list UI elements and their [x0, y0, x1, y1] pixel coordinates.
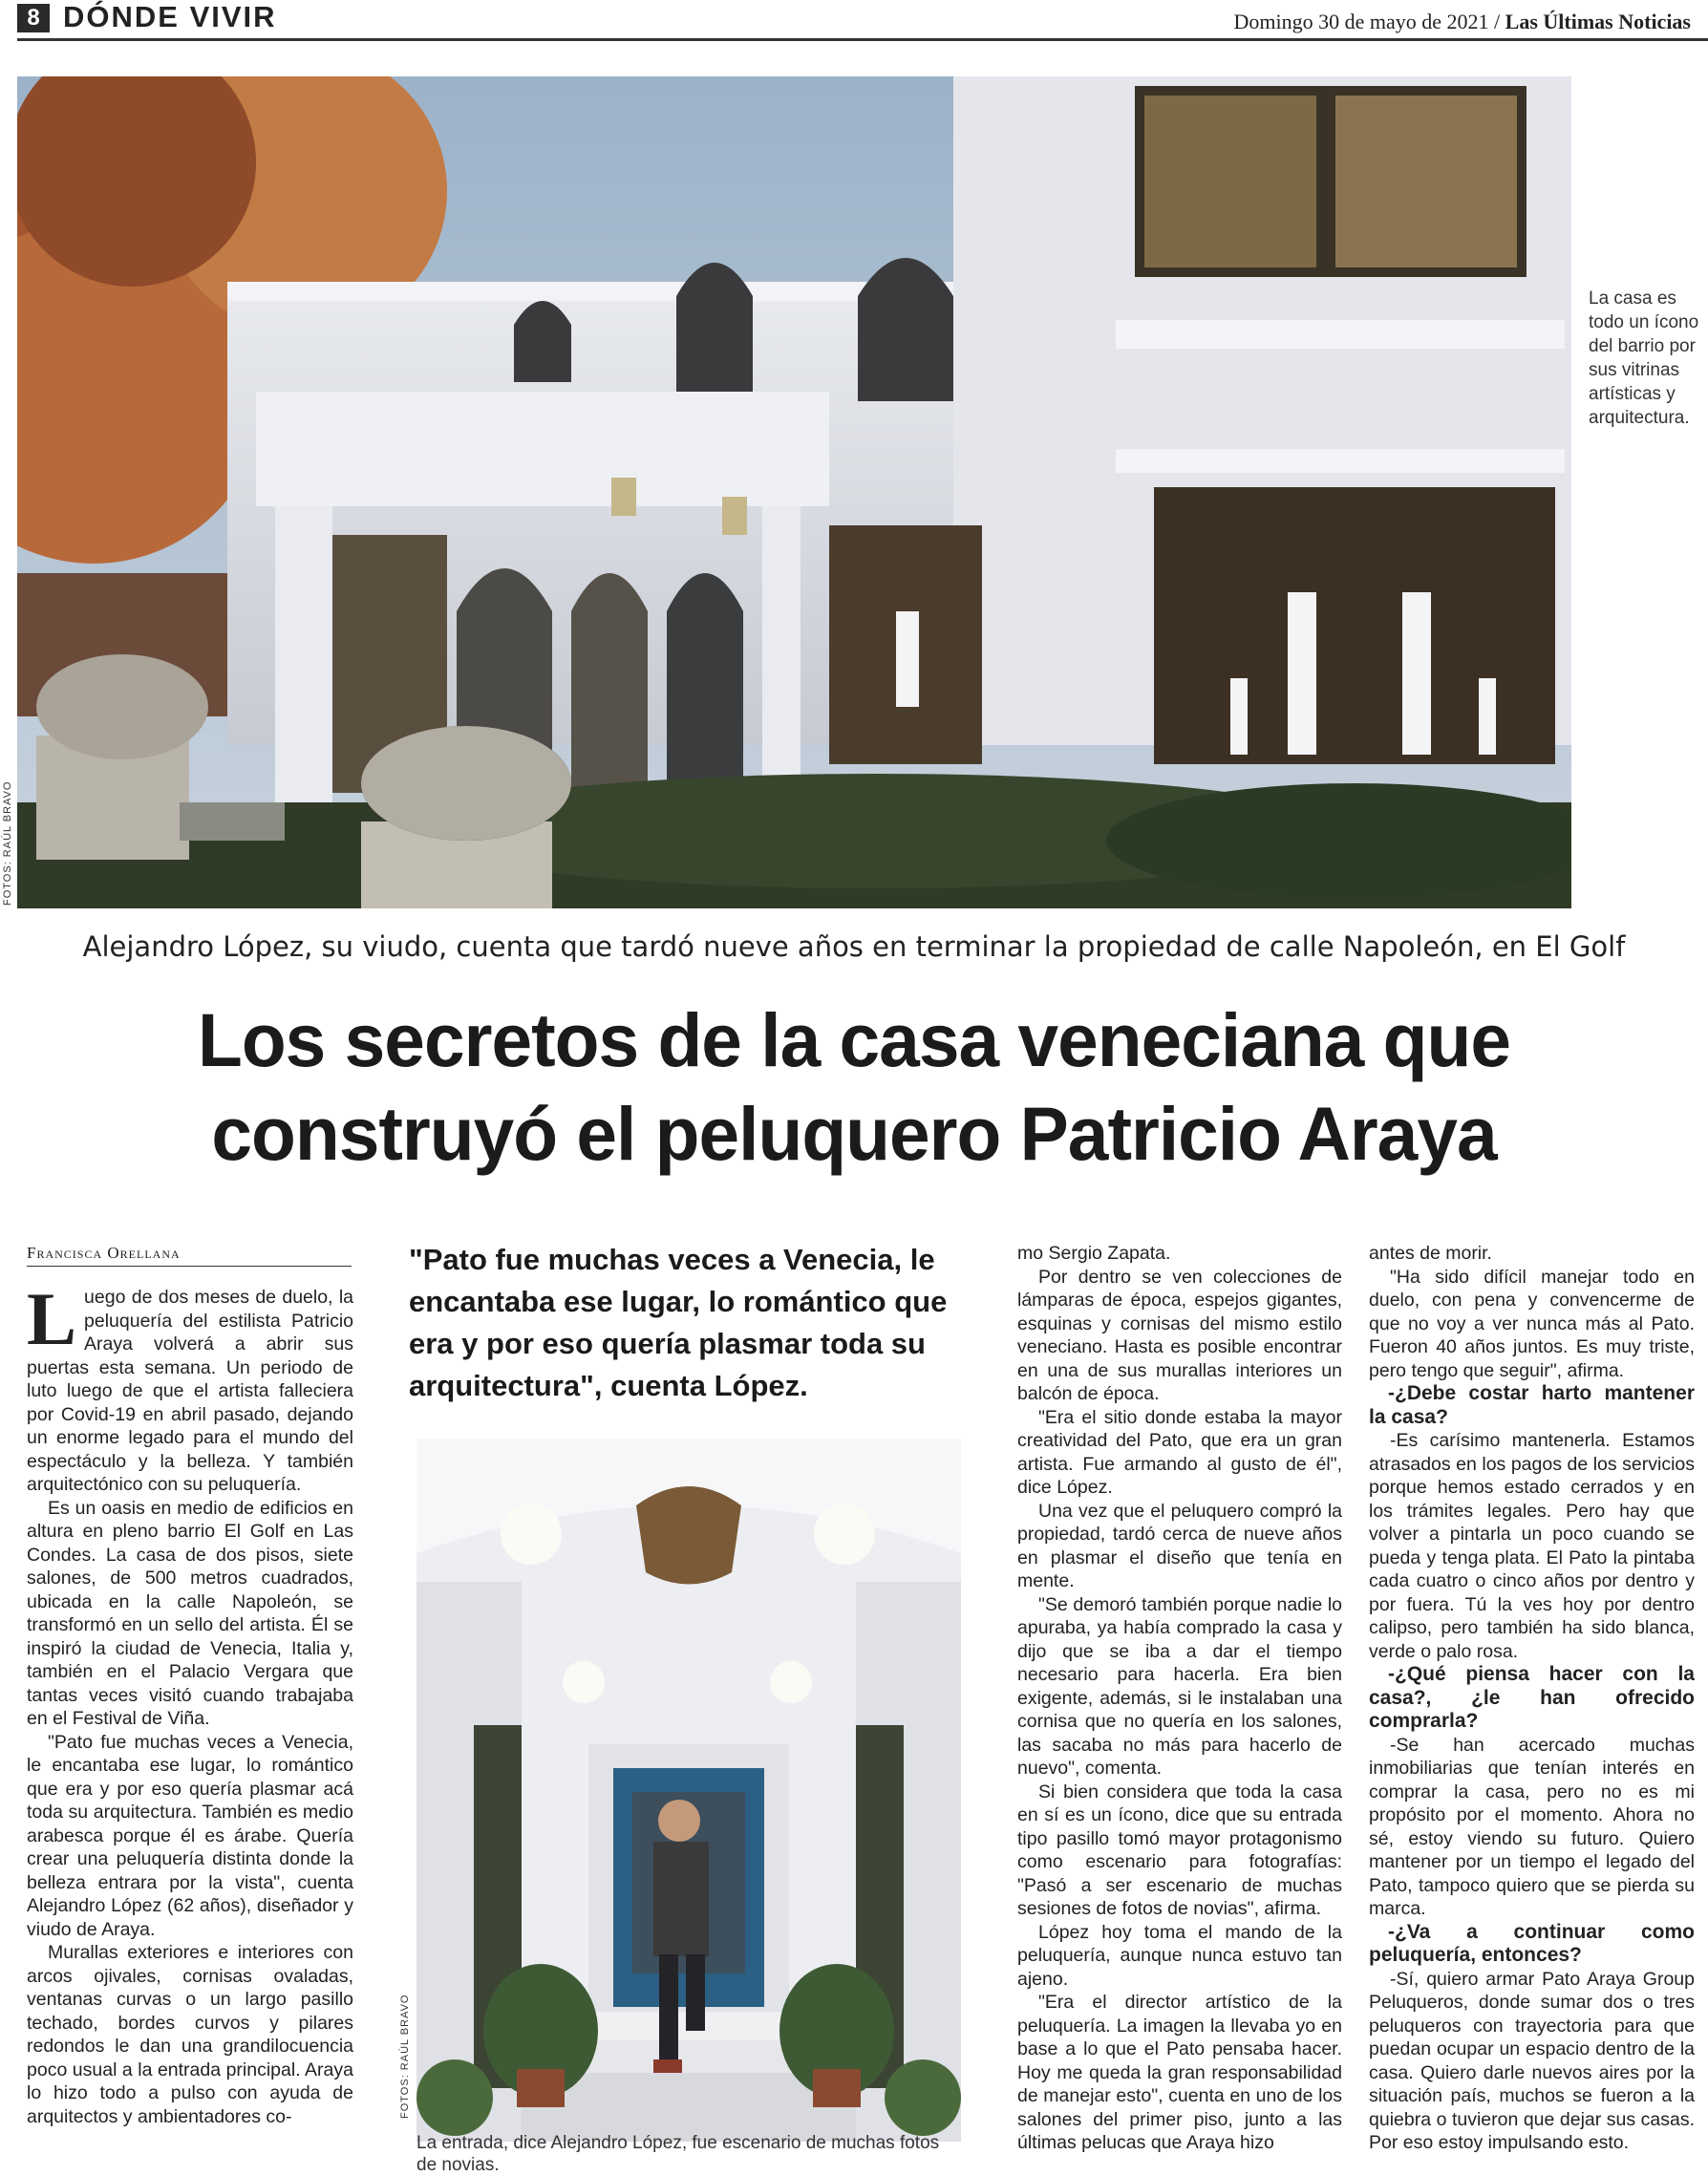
dateline-separator: /	[1488, 10, 1505, 33]
article-column-4	[1369, 1242, 1695, 2155]
kicker: Alejandro López, su viudo, cuenta que tardó nueve años en terminar la propiedad de calle Napoleón, en El Golf	[82, 930, 1626, 963]
dateline	[1234, 10, 1691, 34]
entrance-photo-credit: FOTOS: RAÚL BRAVO	[399, 1994, 411, 2119]
byline: Francisca Orellana	[27, 1244, 352, 1267]
paragraph: Por dentro se ven colecciones de lámparas de época, espejos gigantes, esquinas y cornisas del mismo estilo veneciano. Hasta es posible encontrar en una de sus murallas interiores un balcón de época.	[1017, 1266, 1342, 1404]
newspaper-name: Las Últimas Noticias	[1505, 10, 1691, 33]
interview-answer: -Se han acercado muchas inmobiliarias que tenían interés en comprar la casa, pero no es mi propósito por el momento. Ahora no sé, estoy viendo su futuro. Quiero mantener por un tiempo el legado del Pato, tampoco quiero que se pierda su marca.	[1369, 1734, 1695, 1919]
headline-line-1: Los secretos de la casa veneciana que	[197, 997, 1510, 1082]
page-number: 8	[17, 4, 50, 32]
date: Domingo 30 de mayo de 2021	[1233, 10, 1489, 33]
paragraph: mo Sergio Zapata.	[1017, 1243, 1171, 1264]
paragraph: "Era el sitio donde estaba la mayor creatividad del Pato, que era un gran artista. Fue armando al gusto de él", dice López.	[1017, 1406, 1342, 1498]
entrance-hall-photo	[416, 1439, 961, 2142]
paragraph: "Pato fue muchas veces a Venecia, le encantaba ese lugar, lo romántico que era y por eso quería plasmar acá toda su arquitectura. También es medio arabesca porque él es árabe. Quería crear una peluquería distinta donde la belleza entrara por la vista", cuenta Alejandro López (62 años), diseñador y viudo de Araya.	[27, 1731, 353, 1940]
interview-question: -¿Va a continuar como peluquería, entonces?	[1369, 1920, 1695, 1966]
paragraph: Murallas exteriores e interiores con arcos ojivales, cornisas ovaladas, ventanas curvas o un largo pasillo techado, bordes curvos y pilares redondos le dan una grandilocuencia poco usual a la entrada principal. Araya lo hizo todo a pulso con ayuda de arquitectos y ambientadores co-	[27, 1942, 353, 2127]
paragraph: López hoy toma el mando de la peluquería, aunque nunca estuvo tan ajeno.	[1017, 1921, 1342, 1990]
main-photo	[17, 76, 1571, 908]
drop-cap: L	[27, 1277, 77, 1360]
interview-answer: -Sí, quiero armar Pato Araya Group Peluqueros, donde sumar dos o tres peluqueros con trayectoria para que puedan ocupar un espacio dentro de la casa. Quiero darle nuevos aires por la situación país, muchos se fueron a la quiebra o tuvieron que dejar sus casas. Por eso estoy impulsando esto.	[1369, 1968, 1695, 2153]
paragraph: "Ha sido difícil manejar todo en duelo, con pena y convencerme de que no voy a ver nunca más al Pato. Fueron 40 años juntos. Es muy triste, pero tengo que seguir", afirma.	[1369, 1266, 1695, 1381]
interview-question: -¿Debe costar harto mantener la casa?	[1369, 1382, 1695, 1428]
interview-question: -¿Qué piensa hacer con la casa?, ¿le han ofrecido comprarla?	[1369, 1663, 1695, 1732]
paragraph: antes de morir.	[1369, 1243, 1492, 1264]
venetian-house-photo	[17, 76, 1571, 908]
main-photo-credit: FOTOS: RAÚL BRAVO	[2, 780, 13, 906]
article-column-1	[27, 1277, 353, 2128]
entrance-photo-caption: La entrada, dice Alejandro López, fue escenario de muchas fotos de novias.	[416, 2133, 940, 2175]
paragraph: "Se demoró también porque nadie lo apuraba, ya había comprado la casa y dijo que se iba a dar el tiempo necesario para hacerla. Era bien exigente, además, si le instalaban una cornisa que no quería en los salones, las sacaba no más para hacerlo de nuevo", comenta.	[1017, 1593, 1342, 1779]
article-column-3	[1017, 1242, 1342, 2155]
paragraph: Una vez que el peluquero compró la propiedad, tardó cerca de nueve años en plasmar el diseño que tenía en mente.	[1017, 1500, 1342, 1591]
interview-answer: -Es carísimo mantenerla. Estamos atrasados en los pagos de los servicios porque hemos estado cerrados y en los trámites legales. Pero hay que volver a pintarla un poco cuando se pueda y tenga plata. El Pato la pintaba cada cuatro o cinco años por dentro y por fuera. Tú la ves hoy por dentro calipso, pero también ha sido blanca, verde o palo rosa.	[1369, 1430, 1695, 1662]
paragraph: "Era el director artístico de la peluquería. La imagen la llevaba yo en base a lo que el Pato pensaba hacer. Hoy me queda la gran responsabilidad de manejar esto", cuenta en uno de los salones del primer piso, junto a las últimas pelucas que Araya hizo	[1017, 1992, 1342, 2153]
lead-paragraph	[27, 1277, 353, 1497]
lead-text: uego de dos meses de duelo, la peluquería del estilista Patricio Araya volverá a abrir sus puertas esta semana. Un periodo de luto luego de que el artista falleciera por Covid-19 en abril pasado, dejando un enorme legado para el mundo del espectáculo y la belleza. Y también arquitectónico con su peluquería.	[27, 1287, 353, 1495]
paragraph: Si bien considera que toda la casa en sí es un ícono, dice que su entrada tipo pasillo tomó mayor protagonismo como escenario para fotografías: "Pasó a ser escenario de muchas sesiones de fotos de novias", afirma.	[1017, 1781, 1342, 1919]
headline	[63, 993, 1646, 1181]
entrance-photo	[416, 1439, 961, 2142]
main-photo-caption: La casa es todo un ícono del barrio por sus vitrinas artísticas y arquitectura.	[1589, 288, 1699, 428]
section-title: DÓNDE VIVIR	[63, 0, 277, 33]
paragraph: Es un oasis en medio de edificios en altura en pleno barrio El Golf en Las Condes. La casa de dos pisos, siete salones, de 500 metros cuadrados, ubicada en la calle Napoleón, se transformó en un sello del artista. Él se inspiró la ciudad de Venecia, Italia y, también en el Palacio Vergara que tantas veces visitó cuando trabajaba en el Festival de Viña.	[27, 1497, 353, 1729]
pull-quote: "Pato fue muchas veces a Venecia, le encantaba ese lugar, lo romántico que era y por eso quería plasmar toda su arquitectura", cuenta López.	[409, 1243, 948, 1402]
header-rule	[17, 38, 1708, 41]
headline-line-2: construyó el peluquero Patricio Araya	[211, 1091, 1497, 1176]
